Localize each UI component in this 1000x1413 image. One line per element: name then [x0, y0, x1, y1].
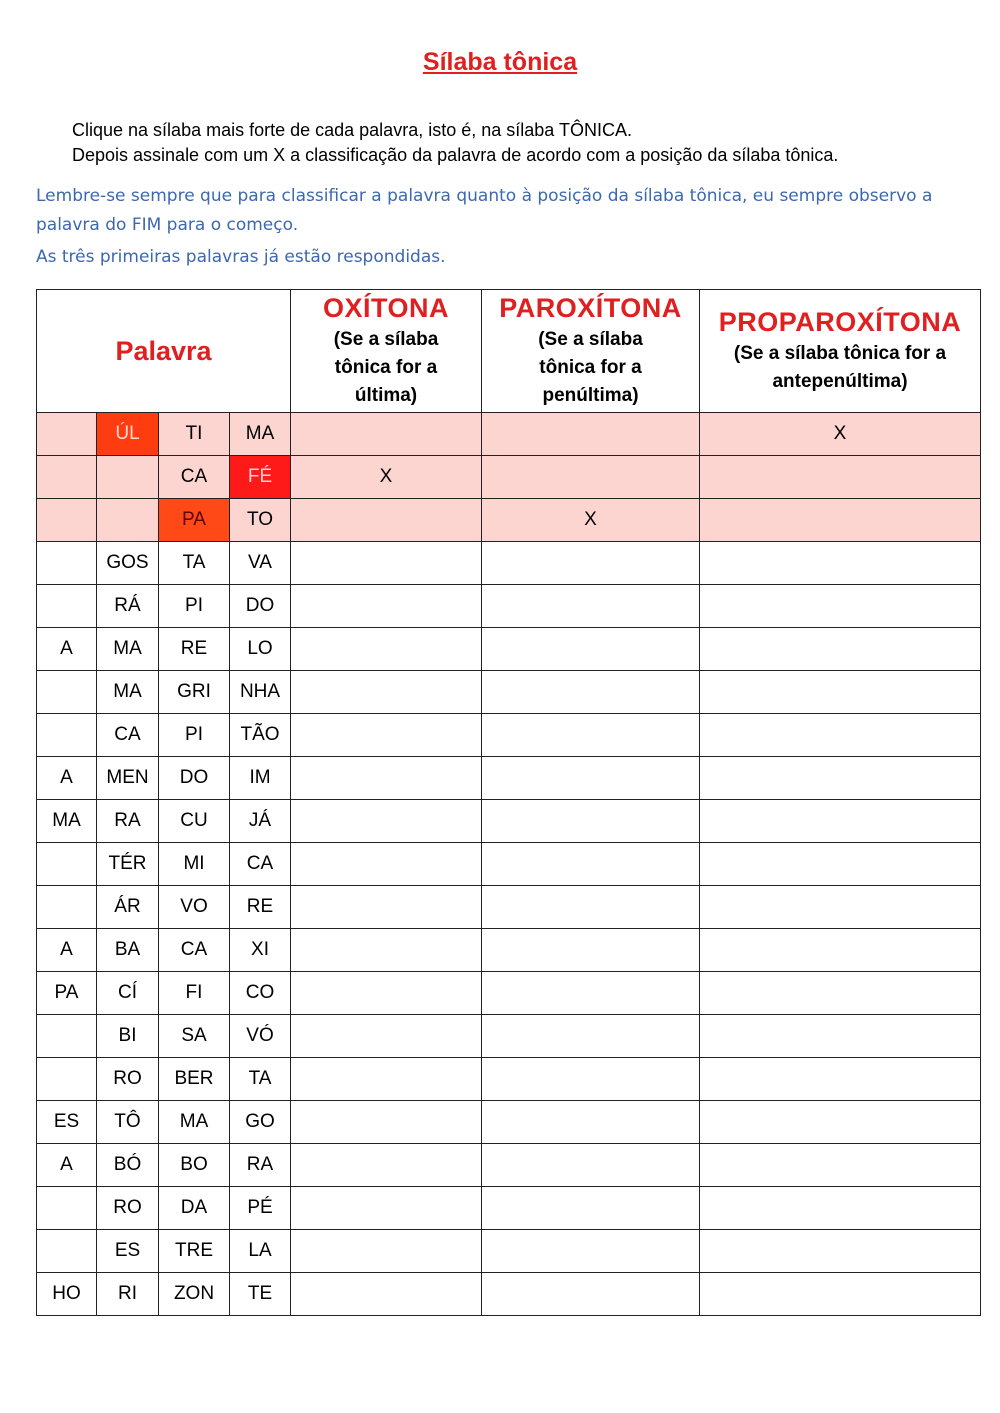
word-row [37, 1015, 981, 1058]
syllable-cell[interactable]: CÍ [97, 972, 159, 1015]
proparoxitona-cell[interactable] [700, 1187, 981, 1230]
paroxitona-cell[interactable] [482, 456, 700, 499]
syllable-cell[interactable]: PA [37, 972, 97, 1015]
syllable-cell [37, 714, 97, 757]
oxitona-cell[interactable] [291, 671, 482, 714]
syllable-cell[interactable]: RÁ [97, 585, 159, 628]
syllable-cell[interactable]: VA [230, 542, 291, 585]
oxitona-cell[interactable] [291, 929, 482, 972]
syllable-cell[interactable]: NHA [230, 671, 291, 714]
syllable-cell[interactable]: CA [97, 714, 159, 757]
syllable-cell[interactable]: RE [230, 886, 291, 929]
syllable-cell[interactable]: TA [230, 1058, 291, 1101]
proparoxitona-cell[interactable] [700, 1101, 981, 1144]
instruction-line-1: Clique na sílaba mais forte de cada palavra, isto é, na sílaba TÔNICA. [72, 120, 632, 140]
syllable-cell[interactable]: LA [230, 1230, 291, 1273]
syllable-cell[interactable]: CA [159, 456, 230, 499]
syllable-cell[interactable]: TRE [159, 1230, 230, 1273]
syllable-cell[interactable]: TÉR [97, 843, 159, 886]
header-palavra [37, 290, 291, 413]
syllable-cell[interactable]: PA [159, 499, 230, 542]
answered-note: As três primeiras palavras já estão respondidas. [36, 247, 446, 267]
proparoxitona-cell[interactable] [700, 628, 981, 671]
syllable-cell[interactable]: TÔ [97, 1101, 159, 1144]
syllable-cell[interactable]: RO [97, 1058, 159, 1101]
header-oxitona-desc: (Se a sílaba tônica for a última) [333, 328, 439, 406]
paroxitona-cell[interactable] [482, 1101, 700, 1144]
paroxitona-cell[interactable] [482, 843, 700, 886]
syllable-cell[interactable]: GRI [159, 671, 230, 714]
syllable-cell[interactable]: XI [230, 929, 291, 972]
word-row [37, 929, 981, 972]
syllable-cell[interactable]: RA [230, 1144, 291, 1187]
proparoxitona-cell[interactable] [700, 757, 981, 800]
syllable-cell[interactable]: FI [159, 972, 230, 1015]
word-row [37, 628, 981, 671]
syllable-cell [37, 499, 97, 542]
syllable-cell[interactable]: VÓ [230, 1015, 291, 1058]
paroxitona-cell[interactable] [482, 1230, 700, 1273]
header-proparoxitona [700, 290, 981, 413]
proparoxitona-cell[interactable]: X [700, 413, 981, 456]
word-row [37, 1144, 981, 1187]
paroxitona-cell[interactable] [482, 757, 700, 800]
syllable-cell[interactable]: BA [97, 929, 159, 972]
syllable-cell [37, 671, 97, 714]
oxitona-cell[interactable] [291, 542, 482, 585]
proparoxitona-cell[interactable] [700, 456, 981, 499]
paroxitona-cell[interactable] [482, 585, 700, 628]
paroxitona-cell[interactable] [482, 800, 700, 843]
header-paroxitona [482, 290, 700, 413]
proparoxitona-cell[interactable] [700, 800, 981, 843]
syllable-cell[interactable]: MA [97, 628, 159, 671]
syllable-cell[interactable]: TÃO [230, 714, 291, 757]
proparoxitona-cell[interactable] [700, 714, 981, 757]
syllable-cell[interactable]: JÁ [230, 800, 291, 843]
syllable-cell [37, 843, 97, 886]
syllable-cell[interactable]: MA [230, 413, 291, 456]
oxitona-cell[interactable] [291, 628, 482, 671]
paroxitona-cell[interactable] [482, 671, 700, 714]
syllable-cell[interactable]: RI [97, 1273, 159, 1316]
syllable-cell[interactable]: PI [159, 714, 230, 757]
proparoxitona-cell[interactable] [700, 1230, 981, 1273]
header-proparoxitona-label: PROPAROXÍTONA [718, 306, 962, 337]
syllable-cell[interactable]: RE [159, 628, 230, 671]
syllable-cell[interactable]: GO [230, 1101, 291, 1144]
syllable-cell[interactable]: SA [159, 1015, 230, 1058]
syllable-cell[interactable]: BO [159, 1144, 230, 1187]
proparoxitona-cell[interactable] [700, 1273, 981, 1316]
oxitona-cell[interactable] [291, 1273, 482, 1316]
oxitona-cell[interactable] [291, 1144, 482, 1187]
header-paroxitona-desc: (Se a sílaba tônica for a penúltima) [538, 328, 643, 406]
syllable-cell[interactable]: CA [230, 843, 291, 886]
syllable-cell [97, 456, 159, 499]
syllable-cell [97, 499, 159, 542]
word-row [37, 585, 981, 628]
proparoxitona-cell[interactable] [700, 671, 981, 714]
word-row [37, 843, 981, 886]
syllable-cell[interactable]: LO [230, 628, 291, 671]
syllable-cell[interactable]: RO [97, 1187, 159, 1230]
syllable-cell[interactable]: A [37, 929, 97, 972]
oxitona-cell[interactable] [291, 714, 482, 757]
syllable-cell[interactable]: MI [159, 843, 230, 886]
syllable-cell[interactable]: DO [230, 585, 291, 628]
syllable-cell[interactable]: BÓ [97, 1144, 159, 1187]
syllable-cell[interactable]: A [37, 757, 97, 800]
paroxitona-cell[interactable] [482, 542, 700, 585]
syllable-cell [37, 456, 97, 499]
syllable-cell[interactable]: MA [159, 1101, 230, 1144]
syllable-cell[interactable]: TA [159, 542, 230, 585]
oxitona-cell[interactable] [291, 800, 482, 843]
oxitona-cell[interactable] [291, 843, 482, 886]
syllable-cell[interactable]: ZON [159, 1273, 230, 1316]
oxitona-cell[interactable] [291, 585, 482, 628]
syllable-cell[interactable]: DA [159, 1187, 230, 1230]
syllable-cell[interactable]: MEN [97, 757, 159, 800]
syllable-cell[interactable]: HO [37, 1273, 97, 1316]
paroxitona-cell[interactable] [482, 1015, 700, 1058]
paroxitona-cell[interactable]: X [482, 499, 700, 542]
proparoxitona-cell[interactable] [700, 1144, 981, 1187]
syllable-cell[interactable]: PI [159, 585, 230, 628]
syllable-cell [37, 886, 97, 929]
word-row [37, 1058, 981, 1101]
oxitona-cell[interactable] [291, 1101, 482, 1144]
word-row [37, 886, 981, 929]
syllable-cell[interactable]: ES [97, 1230, 159, 1273]
word-row [37, 757, 981, 800]
oxitona-cell[interactable] [291, 1187, 482, 1230]
syllable-cell[interactable]: PÉ [230, 1187, 291, 1230]
header-oxitona-label: OXÍTONA [322, 292, 449, 323]
proparoxitona-cell[interactable] [700, 585, 981, 628]
proparoxitona-cell[interactable] [700, 1015, 981, 1058]
proparoxitona-cell[interactable] [700, 886, 981, 929]
header-proparoxitona-desc: (Se a sílaba tônica for a antepenúltima) [733, 342, 947, 392]
paroxitona-cell[interactable] [482, 972, 700, 1015]
oxitona-cell[interactable]: X [291, 456, 482, 499]
classification-table [36, 289, 981, 1316]
proparoxitona-cell[interactable] [700, 499, 981, 542]
word-row [37, 456, 981, 499]
paroxitona-cell[interactable] [482, 929, 700, 972]
proparoxitona-cell[interactable] [700, 542, 981, 585]
word-row [37, 542, 981, 585]
word-row [37, 413, 981, 456]
syllable-cell[interactable]: TO [230, 499, 291, 542]
word-row [37, 714, 981, 757]
syllable-cell[interactable]: CU [159, 800, 230, 843]
page-title: Sílaba tônica [422, 48, 578, 76]
syllable-cell[interactable]: TI [159, 413, 230, 456]
syllable-cell[interactable]: CA [159, 929, 230, 972]
paroxitona-cell[interactable] [482, 1273, 700, 1316]
word-row [37, 800, 981, 843]
oxitona-cell[interactable] [291, 972, 482, 1015]
proparoxitona-cell[interactable] [700, 1058, 981, 1101]
header-oxitona [291, 290, 482, 413]
syllable-cell[interactable]: VO [159, 886, 230, 929]
syllable-cell [37, 585, 97, 628]
syllable-cell[interactable]: FÉ [230, 456, 291, 499]
syllable-cell [37, 1015, 97, 1058]
syllable-cell[interactable]: CO [230, 972, 291, 1015]
syllable-cell [37, 1187, 97, 1230]
syllable-cell[interactable]: IM [230, 757, 291, 800]
oxitona-cell[interactable] [291, 886, 482, 929]
syllable-cell[interactable]: ÚL [97, 413, 159, 456]
proparoxitona-cell[interactable] [700, 929, 981, 972]
syllable-cell[interactable]: MA [37, 800, 97, 843]
syllable-cell [37, 1230, 97, 1273]
syllable-cell[interactable]: MA [97, 671, 159, 714]
oxitona-cell[interactable] [291, 1230, 482, 1273]
word-row [37, 499, 981, 542]
paroxitona-cell[interactable] [482, 413, 700, 456]
syllable-cell [37, 1058, 97, 1101]
proparoxitona-cell[interactable] [700, 843, 981, 886]
instruction-line-2: Depois assinale com um X a classificação da palavra de acordo com a posição da sílaba tônica. [72, 145, 839, 165]
word-row [37, 1187, 981, 1230]
paroxitona-cell[interactable] [482, 1058, 700, 1101]
paroxitona-cell[interactable] [482, 628, 700, 671]
word-row [37, 671, 981, 714]
reminder-note: Lembre-se sempre que para classificar a palavra quanto à posição da sílaba tônica, eu sempre observo a palavra do FIM para o começo. [36, 186, 933, 235]
syllable-cell[interactable]: ES [37, 1101, 97, 1144]
syllable-cell[interactable]: BER [159, 1058, 230, 1101]
word-row [37, 972, 981, 1015]
syllable-cell[interactable]: A [37, 1144, 97, 1187]
oxitona-cell[interactable] [291, 1015, 482, 1058]
header-paroxitona-label: PAROXÍTONA [499, 292, 682, 323]
paroxitona-cell[interactable] [482, 1144, 700, 1187]
header-palavra-label: Palavra [115, 335, 212, 366]
proparoxitona-cell[interactable] [700, 972, 981, 1015]
syllable-cell[interactable]: RA [97, 800, 159, 843]
table-header-row [37, 290, 981, 413]
oxitona-cell[interactable] [291, 413, 482, 456]
syllable-cell[interactable]: GOS [97, 542, 159, 585]
syllable-cell [37, 542, 97, 585]
oxitona-cell[interactable] [291, 1058, 482, 1101]
word-row [37, 1230, 981, 1273]
syllable-cell [37, 413, 97, 456]
oxitona-cell[interactable] [291, 757, 482, 800]
paroxitona-cell[interactable] [482, 1187, 700, 1230]
syllable-cell[interactable]: A [37, 628, 97, 671]
syllable-cell[interactable]: TE [230, 1273, 291, 1316]
syllable-cell[interactable]: ÁR [97, 886, 159, 929]
syllable-cell[interactable]: DO [159, 757, 230, 800]
word-row [37, 1101, 981, 1144]
oxitona-cell[interactable] [291, 499, 482, 542]
paroxitona-cell[interactable] [482, 886, 700, 929]
syllable-cell[interactable]: BI [97, 1015, 159, 1058]
paroxitona-cell[interactable] [482, 714, 700, 757]
word-row [37, 1273, 981, 1316]
